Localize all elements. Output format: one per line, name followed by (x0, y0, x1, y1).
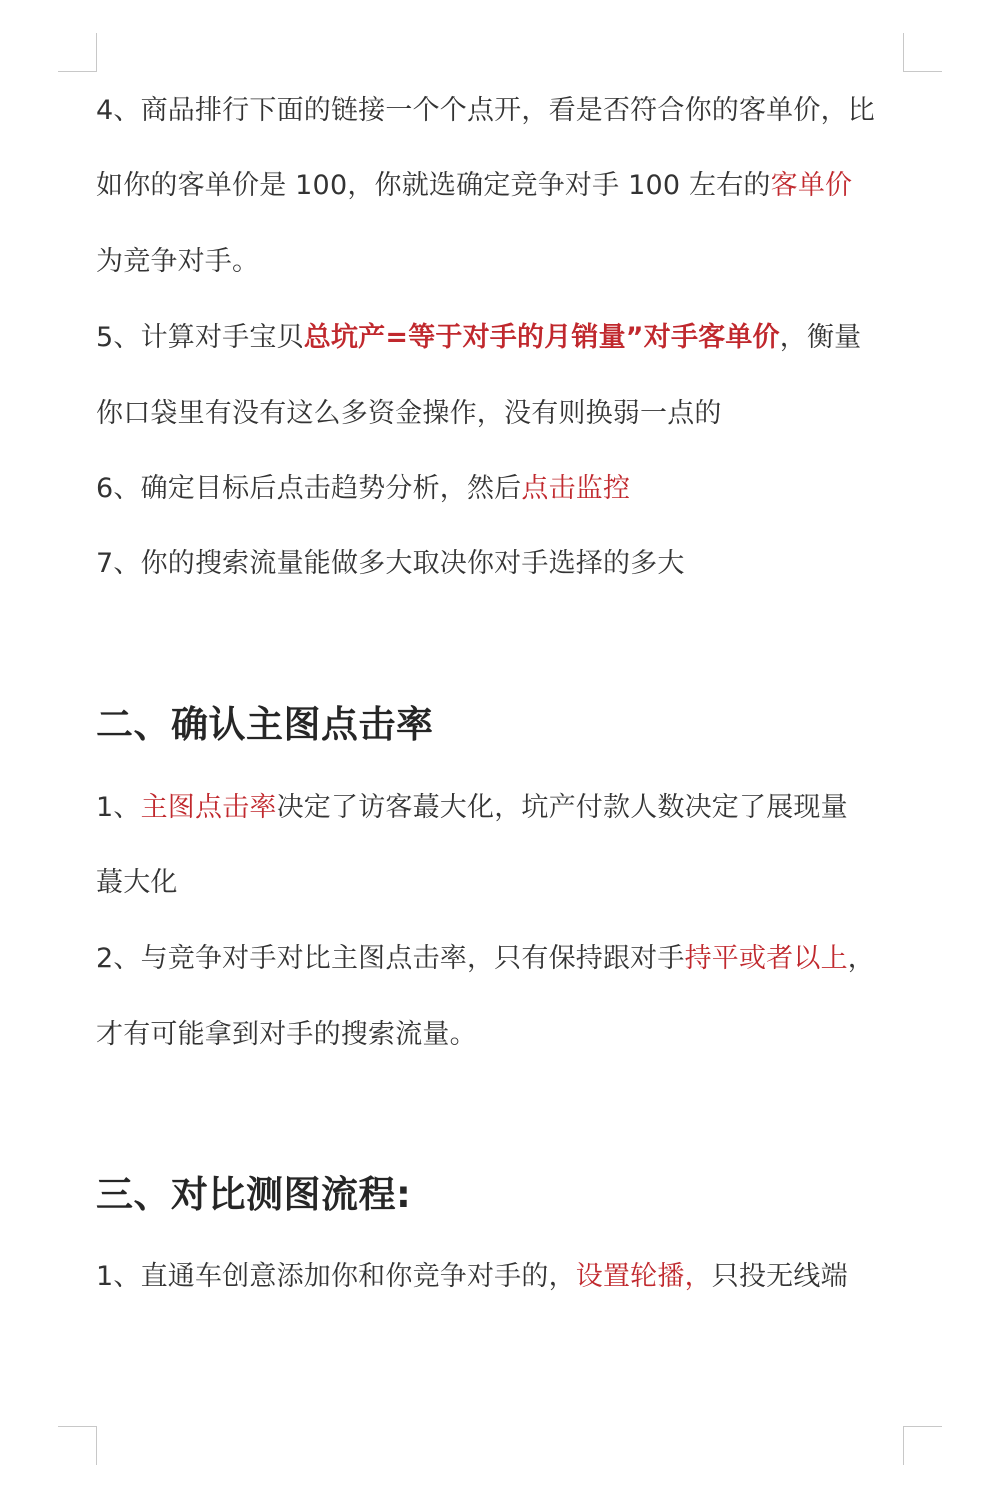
item4-line3 (96, 244, 259, 280)
section2-item2-line1 (96, 941, 875, 977)
section2-item1-highlight: 主图点击率 (140, 792, 277, 823)
item4-line1-text: 4、商品排行下面的链接一个个点开，看是否符合你的客单价，比 (96, 95, 875, 126)
section3-item1-line1 (96, 1259, 848, 1295)
section2-item1-line2 (96, 865, 178, 901)
item4-line3-text: 为竞争对手。 (96, 246, 260, 277)
item5-line1-tail: ，衡量 (779, 322, 862, 353)
section3-heading: 三、对比测图流程: (96, 1173, 412, 1216)
crop-mark-top-left (58, 33, 97, 72)
item5-line1 (96, 320, 861, 356)
section3-item1-line1-text: 1、直通车创意添加你和你竞争对手的， (96, 1261, 576, 1292)
section2-item1-number: 1、 (96, 792, 141, 823)
item7-line1-text: 7、你的搜索流量能做多大取决你对手选择的多大 (96, 548, 685, 579)
section3-item1-highlight: 设置轮播， (575, 1261, 712, 1292)
item4-line2 (96, 168, 852, 204)
item4-line1 (96, 93, 875, 129)
section2-item2-line1-text: 2、与竞争对手对比主图点击率，只有保持跟对手 (96, 943, 685, 974)
crop-mark-bottom-right (903, 1426, 942, 1465)
item7-line1 (96, 546, 685, 582)
item5-line2 (96, 396, 722, 432)
section2-item2-line2-text: 才有可能拿到对手的搜索流量。 (96, 1019, 477, 1050)
section2-item2-line1-tail: ， (847, 943, 875, 974)
item6-line1-text: 6、确定目标后点击趋势分析，然后 (96, 473, 522, 504)
section2-item2-line2 (96, 1017, 477, 1053)
item5-highlight-formula: 总坑产=等于对手的月销量”对手客单价 (303, 322, 780, 353)
section3-item1-line1-tail: 只投无线端 (711, 1261, 848, 1292)
item6-highlight-monitor: 点击监控 (521, 473, 631, 504)
item6-line1 (96, 471, 630, 507)
crop-mark-top-right (903, 33, 942, 72)
item4-line2-text: 如你的客单价是 100，你就选确定竞争对手 100 左右的 (96, 170, 771, 201)
item4-highlight-price: 客单价 (770, 170, 853, 201)
section2-item1-line1 (96, 790, 848, 826)
crop-mark-bottom-left (58, 1426, 97, 1465)
item5-line2-text: 你口袋里有没有这么多资金操作，没有则换弱一点的 (96, 398, 722, 429)
item5-line1-text: 5、计算对手宝贝 (96, 322, 304, 353)
section2-item2-highlight: 持平或者以上 (684, 943, 848, 974)
section2-heading: 二、确认主图点击率 (96, 703, 434, 746)
section2-item1-line2-text: 蕞大化 (96, 867, 178, 898)
section2-item1-line1-tail: 决定了访客蕞大化，坑产付款人数决定了展现量 (276, 792, 848, 823)
